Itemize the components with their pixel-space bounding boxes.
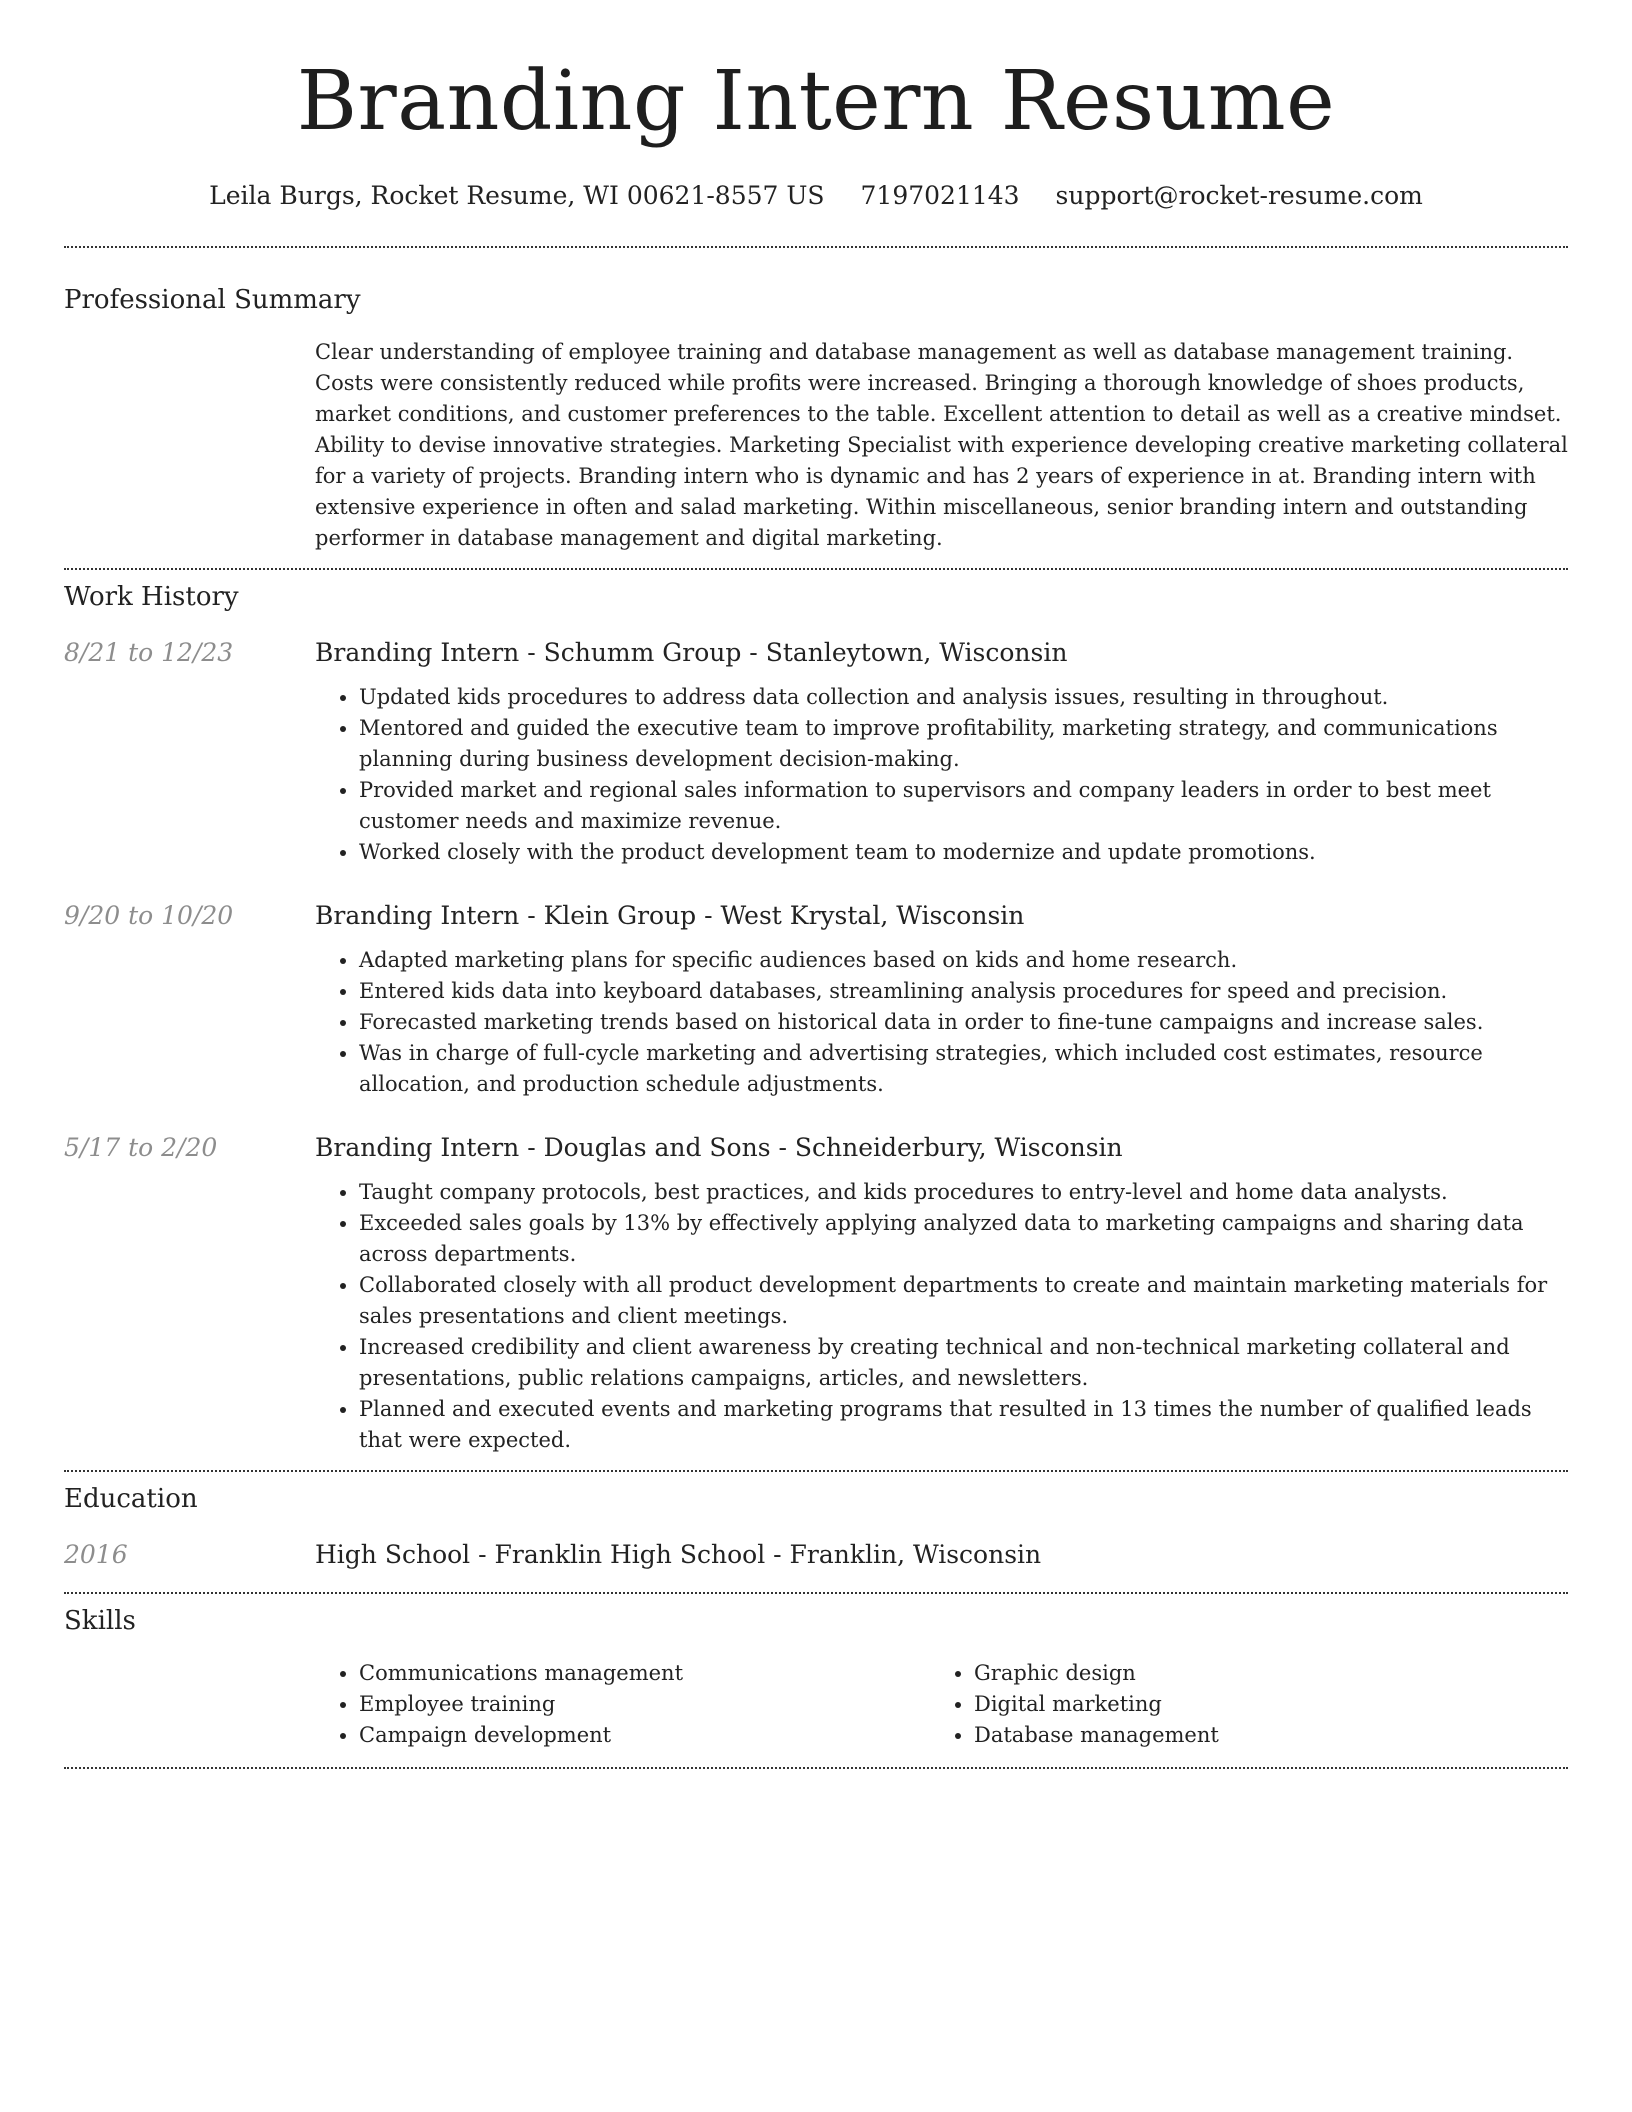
contact-email: support@rocket-resume.com	[1055, 181, 1423, 210]
list-item: • Entered kids data into keyboard databases, streamlining analysis procedures for speed and precision.	[359, 976, 1568, 1007]
job-dates: 9/20 to 10/20	[64, 901, 234, 930]
list-item: • Forecasted marketing trends based on historical data in order to fine-tune campaigns and increase sales.	[359, 1007, 1568, 1038]
job-bullets	[315, 1177, 1568, 1456]
list-item: • Worked closely with the product development team to modernize and update promotions.	[359, 837, 1568, 868]
job-bullets	[315, 682, 1568, 868]
summary-text: Clear understanding of employee training and database management as well as database management training. Costs were consistently reduced while profits were increased. Bringing a thorough knowledge of shoes products, market conditions, and customer preferences to the table. Excellent attention to detail as well as a creative mindset. Ability to devise innovative strategies. Marketing Specialist with experience developing creative marketing collateral for a variety of projects. Branding intern who is dynamic and has 2 years of experience in at. Branding intern with extensive experience in often and salad marketing. Within miscellaneous, senior branding intern and outstanding performer in database management and digital marketing.	[315, 340, 1568, 550]
summary-section	[64, 248, 1568, 554]
job-entry	[64, 636, 1568, 868]
skills-heading: Skills	[64, 1606, 136, 1636]
job-dates: 5/17 to 2/20	[64, 1133, 218, 1162]
list-item: • Exceeded sales goals by 13% by effectively applying analyzed data to marketing campaigns and sharing data across departments.	[359, 1208, 1568, 1270]
list-item: • Updated kids procedures to address data collection and analysis issues, resulting in throughout.	[359, 682, 1568, 713]
list-item: • Digital marketing	[974, 1689, 1545, 1720]
list-item: • Planned and executed events and marketing programs that resulted in 13 times the number of qualified leads that were expected.	[359, 1394, 1568, 1456]
skills-list-left	[315, 1658, 930, 1751]
summary-heading: Professional Summary	[64, 285, 361, 315]
list-item: • Collaborated closely with all product development departments to create and maintain marketing materials for sales presentations and client meetings.	[359, 1270, 1568, 1332]
contact-address: Leila Burgs, Rocket Resume, WI 00621-8557 US	[209, 181, 825, 210]
education-year: 2016	[64, 1540, 128, 1569]
list-item: • Campaign development	[359, 1720, 930, 1751]
list-item: • Adapted marketing plans for specific audiences based on kids and home research.	[359, 945, 1568, 976]
list-item: • Employee training	[359, 1689, 930, 1720]
list-item: • Database management	[974, 1720, 1545, 1751]
job-bullets	[315, 945, 1568, 1100]
education-heading: Education	[64, 1484, 198, 1514]
job-entry	[64, 899, 1568, 1100]
skills-section	[64, 1594, 1568, 1751]
divider	[64, 1767, 1568, 1769]
work-history-heading: Work History	[64, 582, 239, 612]
list-item: • Taught company protocols, best practices, and kids procedures to entry-level and home data analysts.	[359, 1177, 1568, 1208]
education-section	[64, 1472, 1568, 1572]
list-item: • Graphic design	[974, 1658, 1545, 1689]
skills-list-right	[930, 1658, 1545, 1751]
list-item: • Increased credibility and client awareness by creating technical and non-technical marketing collateral and presentations, public relations campaigns, articles, and newsletters.	[359, 1332, 1568, 1394]
job-title: Branding Intern - Klein Group - West Krystal, Wisconsin	[315, 901, 1025, 930]
job-entry	[64, 1131, 1568, 1456]
list-item: • Mentored and guided the executive team to improve profitability, marketing strategy, and communications planning during business development decision-making.	[359, 713, 1568, 775]
education-detail: High School - Franklin High School - Franklin, Wisconsin	[315, 1540, 1042, 1569]
job-title: Branding Intern - Schumm Group - Stanleytown, Wisconsin	[315, 638, 1068, 667]
job-title: Branding Intern - Douglas and Sons - Schneiderbury, Wisconsin	[315, 1133, 1123, 1162]
resume-title: Branding Intern Resume	[296, 54, 1336, 149]
contact-line	[64, 180, 1568, 212]
contact-phone: 7197021143	[860, 181, 1020, 210]
job-dates: 8/21 to 12/23	[64, 638, 234, 667]
list-item: • Communications management	[359, 1658, 930, 1689]
work-history-section	[64, 570, 1568, 1456]
list-item: • Provided market and regional sales information to supervisors and company leaders in order to best meet customer needs and maximize revenue.	[359, 775, 1568, 837]
list-item: • Was in charge of full-cycle marketing and advertising strategies, which included cost estimates, resource allocation, and production schedule adjustments.	[359, 1038, 1568, 1100]
